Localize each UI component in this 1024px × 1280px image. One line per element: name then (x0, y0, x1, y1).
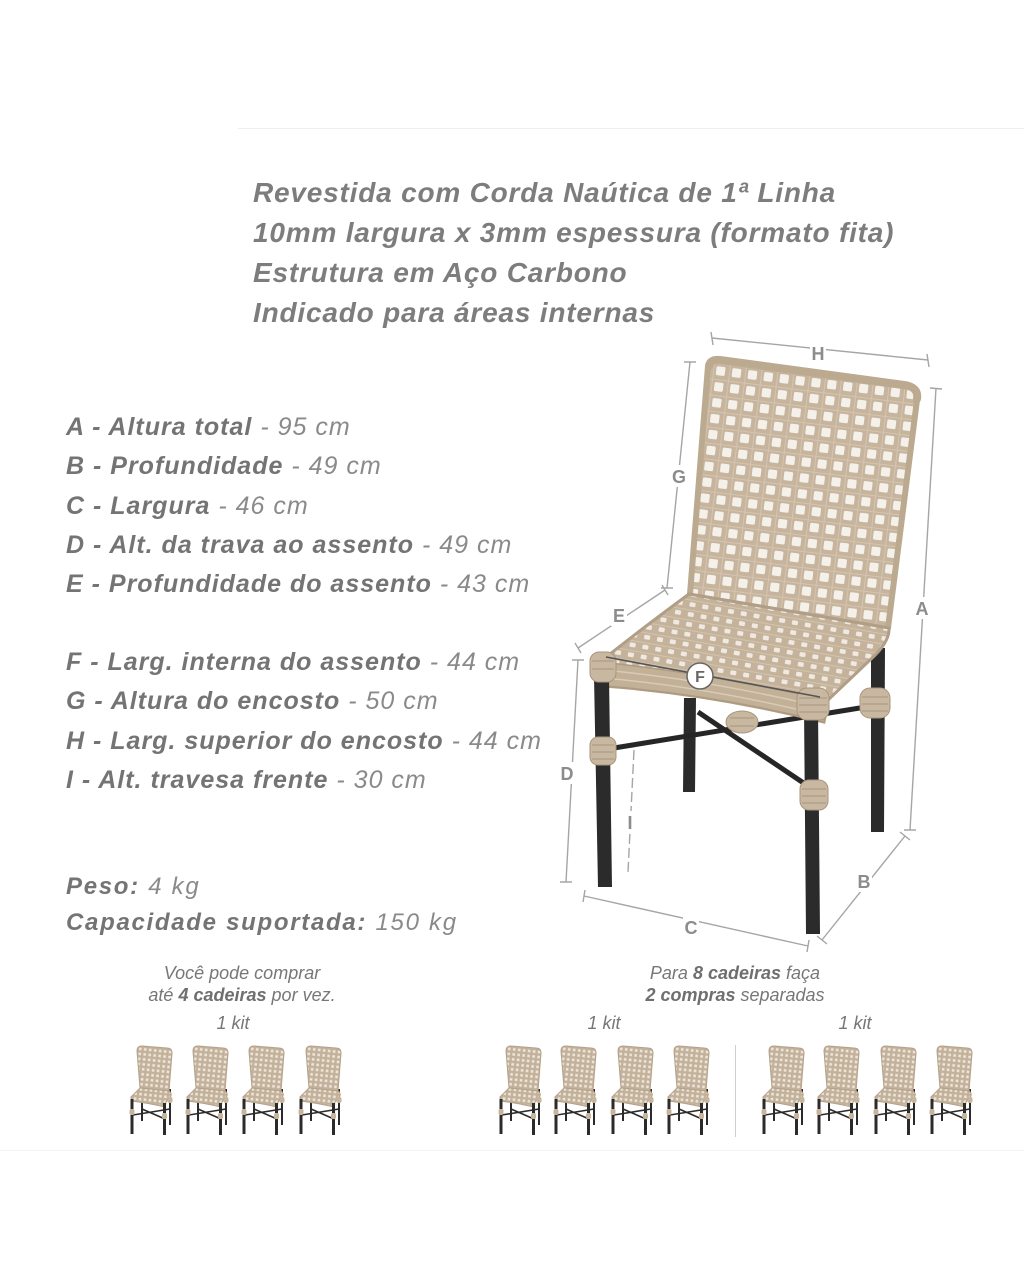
dimension-label-d: D (560, 764, 574, 784)
chair-thumbnail (184, 1045, 232, 1135)
material-line-structure: Estrutura em Aço Carbono (253, 257, 628, 288)
chair-thumbnail (872, 1045, 920, 1135)
spec-row-h (66, 722, 542, 761)
rope-wrap (590, 652, 616, 682)
dimension-label-f: F (695, 669, 705, 686)
dimension-label-g: G (671, 467, 687, 487)
note-bold-text: 2 compras (645, 985, 736, 1005)
purchase-note-right-line1 (605, 962, 865, 984)
note-text: até (148, 985, 174, 1005)
purchase-note-right (605, 962, 865, 1006)
spec-value: - 44 cm (429, 648, 521, 676)
spec-value: - 43 cm (439, 570, 531, 598)
capacity-row (66, 905, 458, 941)
dimension-label-b: B (857, 872, 871, 892)
weight-label: Peso: (66, 873, 140, 900)
note-text: separadas (740, 985, 825, 1005)
note-bold-text: 8 cadeiras (692, 963, 782, 983)
dimension-specs-group-2 (66, 643, 542, 800)
kit-label-3: 1 kit (838, 1013, 872, 1033)
rope-wrap-center-knot (726, 711, 758, 733)
spec-row-c (66, 487, 530, 526)
spec-label: F - Larg. interna do assento (66, 648, 422, 676)
top-divider-line (238, 128, 1024, 129)
dimension-label-h: H (811, 344, 825, 364)
spec-row-f (66, 643, 542, 682)
chair-thumbnail (815, 1045, 863, 1135)
capacity-label: Capacidade suportada: (66, 909, 368, 936)
chair-thumbnail (297, 1045, 345, 1135)
kit-label-1: 1 kit (216, 1013, 250, 1033)
chair-thumbnail (665, 1045, 713, 1135)
spec-value: - 49 cm (421, 530, 513, 559)
capacity-value: 150 kg (375, 909, 458, 936)
spec-value: - 30 cm (336, 765, 427, 794)
kit-label-2: 1 kit (587, 1013, 621, 1033)
spec-value: - 46 cm (218, 491, 309, 520)
weight-and-capacity (66, 869, 458, 941)
spec-value: - 49 cm (291, 452, 382, 481)
spec-row-b (66, 447, 530, 486)
purchase-note-left-line2 (132, 984, 352, 1006)
material-description (253, 173, 894, 333)
purchase-note-left-line1: Você pode comprar (163, 963, 321, 983)
front-leg-right (804, 708, 820, 934)
rope-wrap (800, 780, 828, 810)
dimension-label-c: C (684, 918, 698, 938)
purchase-note-left (132, 962, 352, 1006)
weight-value: 4 kg (148, 873, 201, 900)
spec-value: - 95 cm (260, 413, 351, 441)
note-bold-text: 4 cadeiras (178, 985, 267, 1005)
note-text: Para (649, 963, 688, 983)
back-leg-right (871, 648, 885, 832)
spec-label: D - Alt. da trava ao assento (66, 530, 414, 559)
spec-label: B - Profundidade (66, 452, 284, 481)
spec-row-a (66, 408, 530, 447)
note-text: por vez. (271, 985, 336, 1005)
spec-label: A - Altura total (66, 413, 253, 441)
spec-label: I - Alt. travesa frente (66, 765, 329, 794)
chair-thumbnail (240, 1045, 288, 1135)
woven-backrest (689, 359, 919, 628)
material-line-size: 10mm largura x 3mm espessura (formato fita) (253, 217, 895, 248)
spec-row-i (66, 761, 542, 800)
spec-row-d (66, 526, 530, 565)
chair-thumbnail (552, 1045, 600, 1135)
rope-wrap (590, 737, 616, 765)
chair-dimension-diagram (555, 330, 955, 960)
back-leg-left (683, 698, 696, 792)
note-text: faça (786, 963, 821, 983)
dimension-specs-group-1 (66, 408, 530, 604)
spec-value: - 50 cm (348, 687, 439, 716)
dimension-label-e: E (612, 606, 626, 626)
chair-thumbnail (497, 1045, 545, 1135)
chair-thumbnail (760, 1045, 808, 1135)
chair-thumbnail (928, 1045, 976, 1135)
weight-row (66, 869, 458, 905)
rope-wrap (860, 688, 890, 718)
chair-thumbnail (128, 1045, 176, 1135)
spec-value: - 44 cm (451, 726, 542, 755)
material-line-rope: Revestida com Corda Naútica de 1ª Linha (253, 177, 837, 208)
kit-divider-line (735, 1045, 736, 1137)
spec-row-e (66, 565, 530, 604)
material-line-usage: Indicado para áreas internas (253, 297, 656, 328)
dimension-label-i: I (627, 813, 633, 833)
chair-thumbnail (609, 1045, 657, 1135)
front-leg-left (594, 676, 612, 887)
dimension-label-a: A (915, 599, 929, 619)
spec-label: G - Altura do encosto (66, 687, 341, 716)
bottom-divider-line (0, 1150, 1024, 1151)
purchase-note-right-line2 (605, 984, 865, 1006)
spec-label: H - Larg. superior do encosto (66, 726, 444, 755)
spec-label: C - Largura (66, 491, 211, 520)
spec-label: E - Profundidade do assento (66, 570, 432, 598)
spec-row-g (66, 682, 542, 721)
